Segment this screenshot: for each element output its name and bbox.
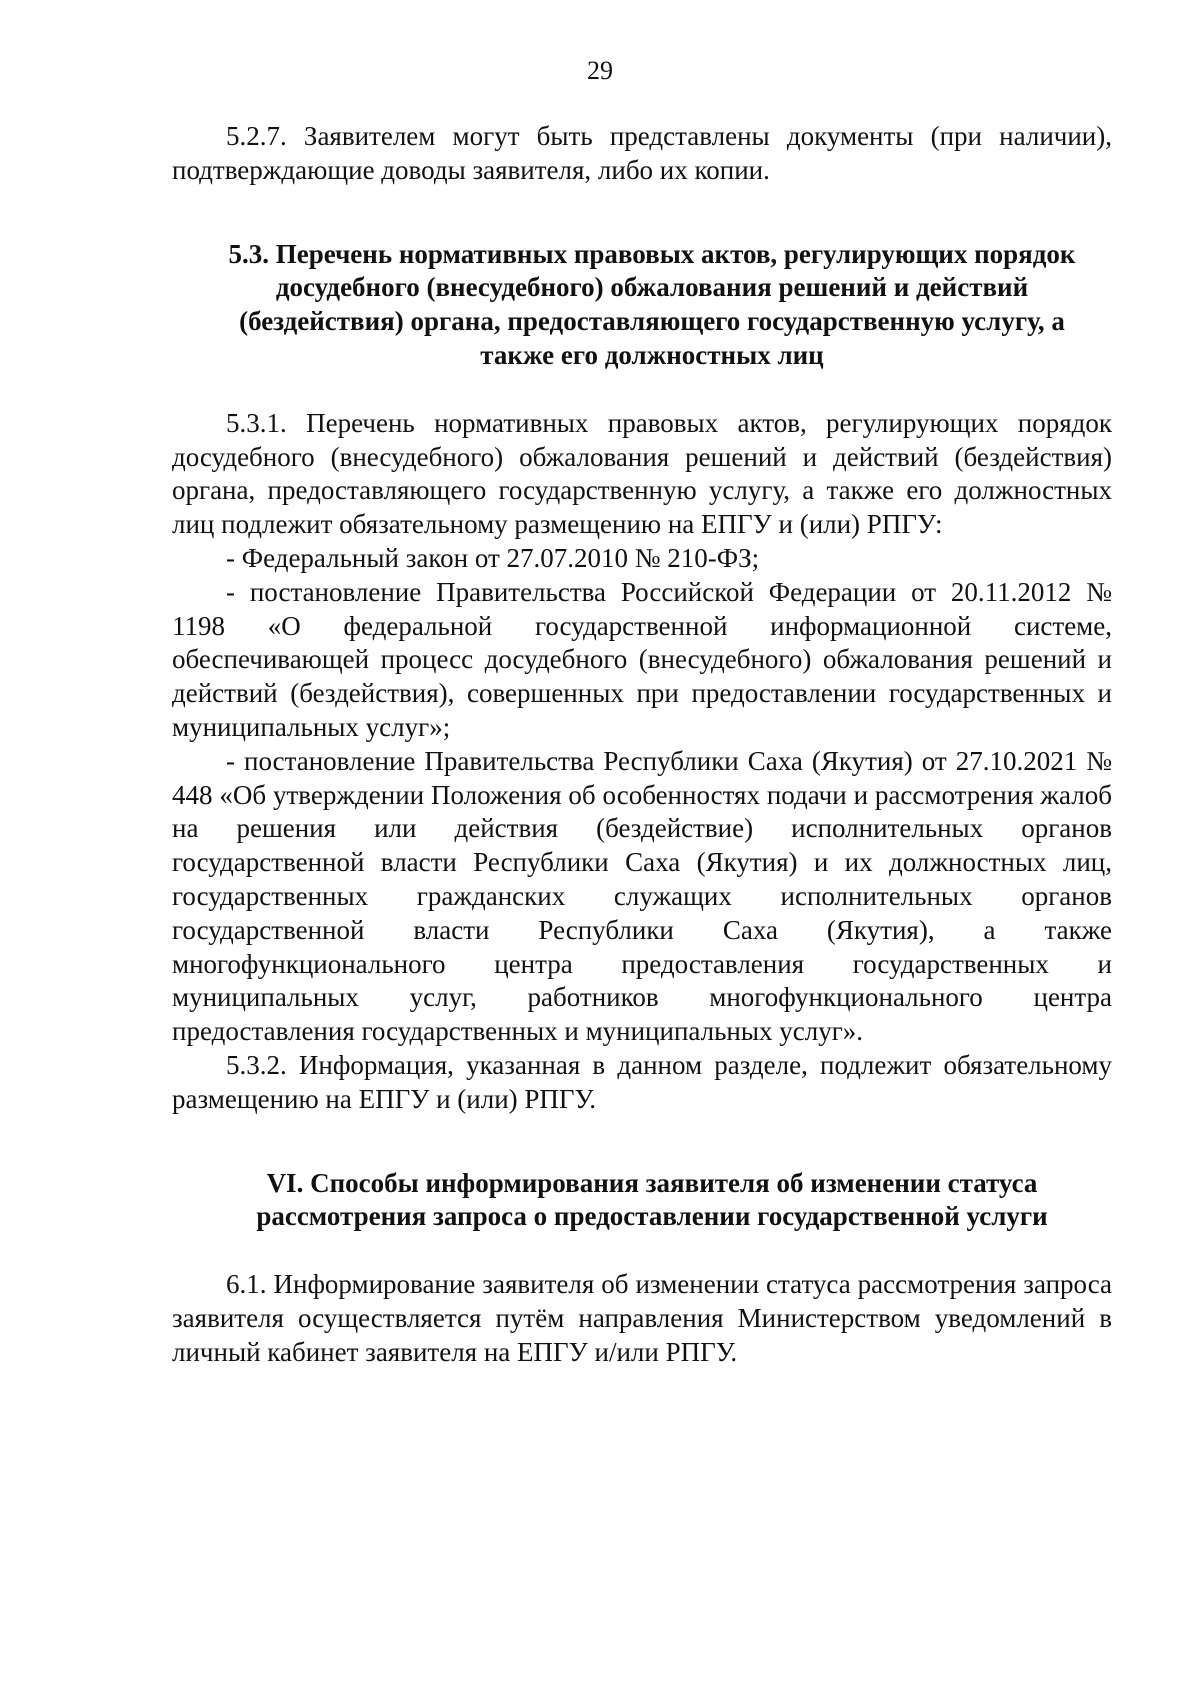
list-item-federal-law: - Федеральный закон от 27.07.2010 № 210-ФЗ; xyxy=(226,542,760,573)
page-number: 29 xyxy=(587,56,613,85)
list-item-rf-resolution: - постановление Правительства Российской Федерации от 20.11.2012 № 1198 «О федеральной государственной информационной системе, обеспечивающей процесс досудебного (внесудебного) обжалования решений и действий (бездействия), совершенных при предоставлении государственных и муниципальных услуг»; xyxy=(172,576,1112,742)
list-item-yakutia-resolution: - постановление Правительства Республики Саха (Якутия) от 27.10.2021 № 448 «Об утверждении Положения об особенностях подачи и рассмотрения жалоб на решения или действия (бездействие) исполнительных органов государственной власти Республики Саха (Якутия) и их должностных лиц, государственных гражданских служащих исполнительных органов государственной власти Республики Саха (Якутия), а также многофункционального центра предоставления государственных и муниципальных услуг, работников многофункционального центра предоставления государственных и муниципальных услуг». xyxy=(172,745,1112,1047)
document-body xyxy=(172,120,1112,1370)
paragraph-5-3-2: 5.3.2. Информация, указанная в данном разделе, подлежит обязательному размещению на ЕПГУ и (или) РПГУ. xyxy=(172,1049,1112,1114)
paragraph-5-3-1: 5.3.1. Перечень нормативных правовых актов, регулирующих порядок досудебного (внесудебного) обжалования решений и действий (бездействия) органа, предоставляющего государственную услугу, а также его должностных лиц подлежит обязательному размещению на ЕПГУ и (или) РПГУ: xyxy=(172,407,1112,540)
paragraph-6-1: 6.1. Информирование заявителя об изменении статуса рассмотрения запроса заявителя осуществляется путём направления Министерством уведомлений в личный кабинет заявителя на ЕПГУ и/или РПГУ. xyxy=(172,1269,1112,1367)
section-heading-6: VI. Способы информирования заявителя об изменении статуса рассмотрения запроса о предоставлении государственной услуги xyxy=(256,1167,1048,1232)
section-heading-5-3: 5.3. Перечень нормативных правовых актов, регулирующих порядок досудебного (внесудебного) обжалования решений и действий (бездействия) органа, предоставляющего государственную услугу, а также его должностных лиц xyxy=(228,238,1076,370)
paragraph-5-2-7: 5.2.7. Заявителем могут быть представлены документы (при наличии), подтверждающие доводы заявителя, либо их копии. xyxy=(172,121,1112,185)
